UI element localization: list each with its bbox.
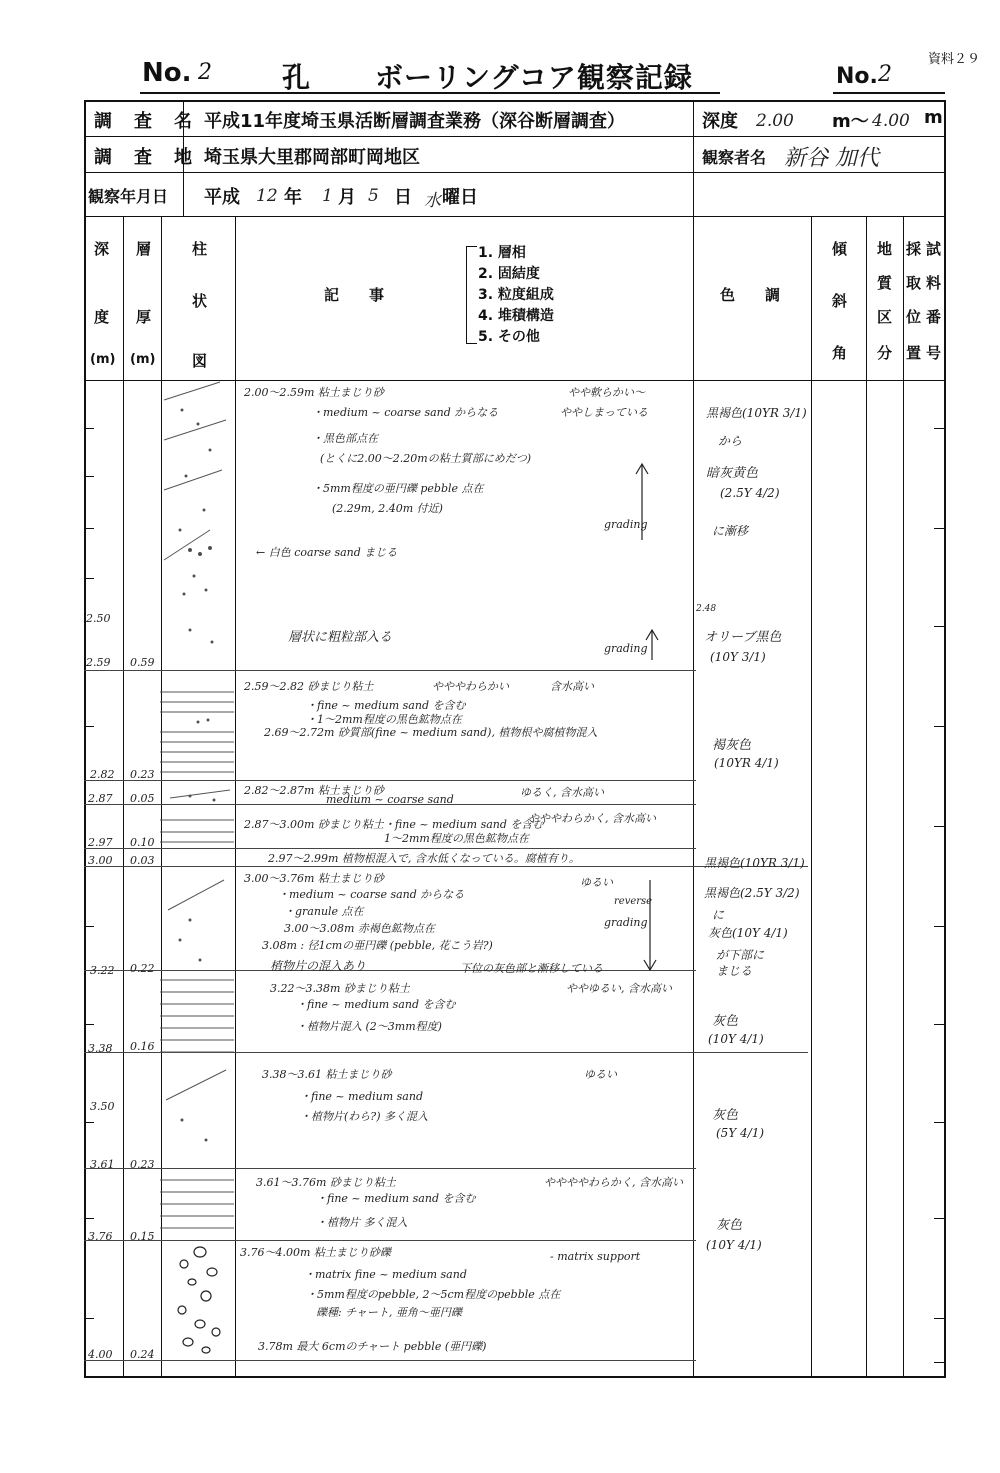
color-layer-8-code: (5Y 4/1) [716, 1126, 765, 1140]
color-layer-1-to-code: (2.5Y 4/2) [720, 486, 780, 500]
thickness-0-10: 0.10 [130, 836, 155, 849]
survey-name: 平成11年度埼玉県活断層調査業務（深谷断層調査） [204, 111, 626, 132]
depth-mark-3-61: 3.61 [90, 1158, 115, 1171]
note-layer-7-sand: ・fine ~ medium sand を含む [296, 998, 456, 1011]
note-layer-6: 3.00〜3.76m 粘土まじり砂 [244, 872, 384, 885]
title-no-label: No. [142, 58, 192, 88]
col-dip-1: 傾 [832, 240, 848, 258]
legend-item-2: 2. 固結度 [478, 266, 540, 282]
col-sample-no-2: 料 [926, 274, 942, 292]
col-geo-3: 区 [877, 308, 893, 326]
title-no-value: 2 [198, 60, 212, 85]
note-layer-2-water: 含水高い [550, 680, 594, 693]
col-dip-3: 角 [832, 344, 848, 362]
depth-mark-4-00: 4.00 [88, 1348, 113, 1361]
col-sample-no-3: 番 [926, 308, 942, 326]
depth-mark-2-82: 2.82 [90, 768, 115, 781]
note-layer-3-water: ゆるく, 含水高い [520, 786, 604, 799]
note-layer-7-plant: ・植物片混入 (2〜3mm程度) [296, 1020, 442, 1033]
col-color: 色 調 [720, 286, 781, 304]
note-layer-6-grain: ・medium ~ coarse sand からなる [278, 888, 465, 901]
thickness-0-24: 0.24 [130, 1348, 155, 1361]
page-no-value: 2 [878, 62, 892, 87]
thickness-0-16: 0.16 [130, 1040, 155, 1053]
depth-mark-3-76: 3.76 [88, 1230, 113, 1243]
col-thickness-2: 厚 [136, 308, 152, 326]
note-layer-1-compaction: ややしまっている [560, 406, 648, 419]
color-layer-6-to: に [712, 908, 725, 922]
date-label: 観察年月日 [88, 187, 169, 206]
depth-label: 深度 [702, 111, 738, 132]
date-year: 12 [256, 186, 278, 206]
depth-from: 2.00 [756, 111, 794, 131]
legend-item-4: 4. 堆積構造 [478, 308, 554, 324]
note-layer-6-red-minerals: 3.00〜3.08m 赤褐色鉱物点在 [284, 922, 435, 935]
note-layer-10: 3.76〜4.00m 粘土まじり砂礫 [240, 1246, 391, 1259]
note-layer-9-plant: ・植物片 多く混入 [316, 1216, 408, 1229]
color-layer-8: 灰色 [712, 1108, 739, 1123]
note-layer-1-pebble: ・5mm程度の亜円礫 pebble 点在 [312, 482, 484, 495]
date-weekday: 水 [424, 191, 441, 211]
note-layer-1-hardness: やや軟らかい〜 [568, 386, 645, 399]
col-description: 記 事 [324, 286, 385, 304]
note-layer-1-clay-part: (とくに2.00〜2.20mの粘土質部にめだつ) [320, 452, 531, 465]
color-layer-3: 褐灰色 [712, 738, 752, 753]
note-layer-8-grain: ・fine ~ medium sand [300, 1090, 423, 1103]
note-layer-10-matrix: ・matrix fine ~ medium sand [304, 1268, 467, 1281]
note-layer-4-hardness: やややわらかく, 含水高い [528, 812, 656, 825]
color-layer-1-to: 暗灰黄色 [706, 466, 759, 481]
thickness-0-03: 0.03 [130, 854, 155, 867]
color-layer-2-depth: 2.48 [696, 604, 717, 614]
note-layer-3-grain: medium ~ coarse sand [326, 793, 454, 806]
date-day-unit: 日 [394, 187, 412, 208]
thickness-0-23b: 0.23 [130, 1158, 155, 1171]
color-layer-1-from: から [718, 434, 743, 448]
note-layer-9-hardness: ややややわらかく, 含水高い [544, 1176, 683, 1189]
note-layer-1-coarse-layers: 層状に粗粒部入る [288, 630, 393, 645]
observer-name: 新谷 加代 [784, 146, 879, 171]
color-layer-6-lower: が下部に [716, 948, 765, 962]
note-layer-10-pebbles: ・5mm程度のpebble, 2〜5cm程度のpebble 点在 [306, 1288, 561, 1301]
page-title: ボーリングコア観察記録 [375, 61, 693, 94]
col-sample-pos-2: 取 [906, 274, 922, 292]
color-layer-6-gray: 灰色(10Y 4/1) [708, 926, 788, 940]
note-layer-6-grading: grading [604, 916, 648, 929]
col-geo-1: 地 [877, 240, 893, 258]
note-layer-9: 3.61〜3.76m 砂まじり粘土 [256, 1176, 396, 1189]
col-sample-no-4: 号 [926, 344, 942, 362]
note-layer-6-reverse: reverse [614, 896, 653, 907]
thickness-0-59: 0.59 [130, 656, 155, 669]
legend-list [478, 243, 554, 348]
color-layer-1: 黒褐色(10YR 3/1) [706, 406, 807, 420]
survey-name-label: 調 査 名 [94, 111, 194, 132]
note-layer-10-support: - matrix support [550, 1250, 641, 1263]
col-geo-4: 分 [877, 344, 893, 362]
legend-bracket [466, 246, 477, 344]
note-layer-6-loose: ゆるい [580, 876, 613, 889]
col-sample-pos-1: 採 [906, 240, 922, 258]
note-layer-10-max-pebble: 3.78m 最大 6cmのチャート pebble (亜円礫) [258, 1340, 487, 1353]
col-thickness-1: 層 [136, 240, 152, 258]
document-reference: 資料２９ [928, 52, 981, 67]
note-layer-6-plant: 植物片の混入あり [270, 959, 367, 973]
note-layer-5: 2.97〜2.99m 植物根混入で, 含水低くなっている。腐植有り。 [268, 852, 580, 865]
note-layer-1-black-spots: ・黒色部点在 [312, 432, 378, 445]
note-layer-1-grading-2: grading [604, 642, 648, 655]
note-layer-2-hardness: やややわらかい [432, 680, 509, 693]
legend-item-1: 1. 層相 [478, 245, 526, 261]
col-sample-pos-4: 置 [906, 344, 922, 362]
columnar-section [160, 380, 234, 1370]
thickness-0-23: 0.23 [130, 768, 155, 781]
depth-mark-3-22: 3.22 [90, 964, 115, 977]
note-layer-9-sand: ・fine ~ medium sand を含む [316, 1192, 476, 1205]
thickness-0-15: 0.15 [130, 1230, 155, 1243]
color-layer-2-code: (10Y 3/1) [710, 650, 766, 664]
color-layer-7: 灰色 [712, 1014, 739, 1029]
note-layer-8-plant: ・植物片(わら?) 多く混入 [300, 1110, 428, 1123]
note-layer-7: 3.22〜3.38m 砂まじり粘土 [270, 982, 410, 995]
depth-mark-3-50: 3.50 [90, 1100, 115, 1113]
note-layer-1-white-sand: ← 白色 coarse sand まじる [256, 546, 398, 559]
col-thickness-unit: (m) [130, 352, 156, 367]
note-layer-4: 2.87〜3.00m 砂まじり粘土・fine ~ medium sand を含む [244, 818, 544, 831]
note-layer-8: 3.38〜3.61 粘土まじり砂 [262, 1068, 392, 1081]
site: 埼玉県大里郡岡部町岡地区 [204, 147, 420, 168]
note-layer-2-sandy-part: 2.69〜2.72m 砂質部(fine ~ medium sand), 植物根や腐植物混入 [264, 726, 598, 739]
depth-mark-2-50: 2.50 [86, 612, 111, 625]
color-layer-1-transition: に漸移 [712, 524, 749, 538]
note-layer-6-granule: ・granule 点在 [284, 905, 364, 918]
date-month: 1 [322, 186, 333, 206]
date-weekday-unit: 曜日 [442, 187, 478, 208]
depth-mark-2-97: 2.97 [88, 836, 113, 849]
color-layer-5: 黒褐色(10YR 3/1) [704, 856, 805, 870]
col-sample-pos-3: 位 [906, 308, 922, 326]
depth-mark-2-59: 2.59 [86, 656, 111, 669]
note-layer-2-minerals: ・1〜2mm程度の黒色鉱物点在 [306, 713, 462, 726]
legend-item-3: 3. 粒度組成 [478, 287, 554, 303]
date-era: 平成 [204, 187, 240, 208]
col-depth-1: 深 [94, 240, 110, 258]
color-layer-6-mix: まじる [716, 964, 753, 978]
depth-unit-to: m [924, 107, 943, 128]
col-column-2: 状 [192, 292, 208, 310]
site-label: 調 査 地 [94, 147, 194, 168]
color-layer-7-code: (10Y 4/1) [708, 1032, 764, 1046]
date-year-unit: 年 [284, 187, 302, 208]
col-column-1: 柱 [192, 240, 208, 258]
color-layer-6: 黒褐色(2.5Y 3/2) [704, 886, 800, 900]
depth-to: 4.00 [872, 111, 910, 131]
color-layer-3-code: (10YR 4/1) [714, 756, 779, 770]
depth-mark-3-38: 3.38 [88, 1042, 113, 1055]
depth-mark-3-00: 3.00 [88, 854, 113, 867]
color-layer-2: オリーブ黒色 [704, 630, 782, 645]
note-layer-1-grain: ・medium ~ coarse sand からなる [312, 406, 499, 419]
page-no-label: No. [836, 64, 878, 89]
thickness-0-05: 0.05 [130, 792, 155, 805]
title-hole-label: 孔 [282, 61, 311, 94]
legend-item-5: 5. その他 [478, 329, 540, 345]
color-layer-9-code: (10Y 4/1) [706, 1238, 762, 1252]
note-layer-8-loose: ゆるい [584, 1068, 617, 1081]
note-layer-7-hardness: ややゆるい, 含水高い [566, 982, 672, 995]
col-geo-2: 質 [877, 274, 893, 292]
col-sample-no-1: 試 [926, 240, 942, 258]
depth-unit-from: m〜 [832, 111, 869, 132]
date-day: 5 [368, 186, 379, 206]
col-depth-2: 度 [94, 308, 110, 326]
thickness-0-22: 0.22 [130, 962, 155, 975]
col-depth-unit: (m) [90, 352, 116, 367]
note-layer-2: 2.59〜2.82 砂まじり粘土 [244, 680, 374, 693]
depth-mark-2-87: 2.87 [88, 792, 113, 805]
note-layer-3: 2.82〜2.87m 粘土まじり砂 [244, 784, 384, 797]
date-month-unit: 月 [338, 187, 356, 208]
color-layer-9: 灰色 [716, 1218, 743, 1233]
col-dip-2: 斜 [832, 292, 848, 310]
note-layer-6-transition: 下位の灰色部と漸移している [460, 962, 603, 975]
note-layer-1: 2.00〜2.59m 粘土まじり砂 [244, 386, 384, 399]
note-layer-1-grading-1: grading [604, 518, 648, 531]
note-layer-2-sand: ・fine ~ medium sand を含む [306, 699, 466, 712]
note-layer-10-rock-types: 礫種: チャート, 亜角〜亜円礫 [316, 1306, 462, 1319]
note-layer-1-pebble-depth: (2.29m, 2.40m 付近) [332, 502, 443, 515]
col-column-3: 図 [192, 352, 208, 370]
note-layer-6-pebble: 3.08m : 径1cmの亜円礫 (pebble, 花こう岩?) [262, 939, 493, 952]
observer-label: 観察者名 [702, 148, 767, 167]
note-layer-4-minerals: 1〜2mm程度の黒色鉱物点在 [384, 832, 529, 845]
